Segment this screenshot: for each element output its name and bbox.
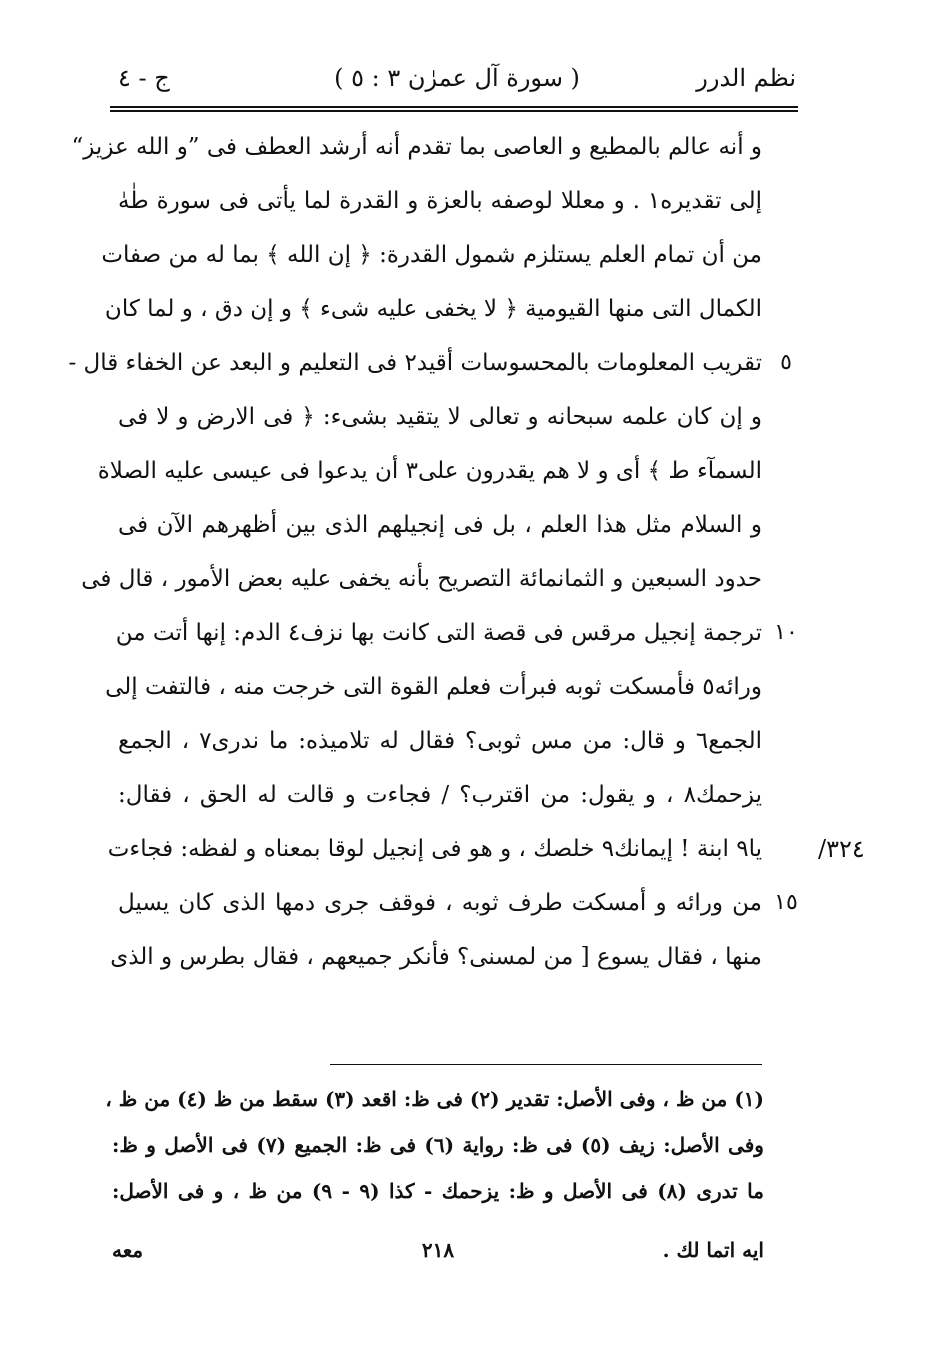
volume-number: ج - ٤: [118, 64, 170, 92]
text-line: من أن تمام العلم يستلزم شمول القدرة: ﴿ إن الله ﴾ بما له من صفات: [101, 242, 762, 268]
header-double-rule: [110, 106, 798, 112]
text-line: ورائه٥ فأمسكت ثوبه فبرأت فعلم القوة التى خرجت منه ، فالتفت إلى: [105, 674, 762, 700]
text-line: من ورائه و أمسكت طرف ثوبه ، فوقف جرى دمها الذى كان يسيل: [118, 890, 762, 916]
footnotes: [105, 1076, 764, 1214]
text-line: ترجمة إنجيل مرقس فى قصة التى كانت بها نزف٤ الدم: إنها أتت من: [115, 620, 762, 646]
line-number-15: ١٥: [774, 890, 798, 915]
main-text: [68, 120, 762, 984]
footnote-line: وفى الأصل: زيف (٥) فى ظ: رواية (٦) فى ظ: الجميع (٧) فى الأصل و ظ:: [112, 1133, 764, 1157]
text-line: حدود السبعين و الثمانمائة التصريح بأنه يخفى عليه بعض الأمور ، قال فى: [81, 566, 762, 592]
page-footer: [112, 1230, 764, 1270]
text-line: إلى تقديره١ . و معللا لوصفه بالعزة و القدرة لما يأتى فى سورة طٰهٰ: [118, 188, 762, 214]
manuscript-folio-marker: ٣٢٤/: [818, 835, 865, 863]
text-line: منها ، فقال يسوع [ من لمسنى؟ فأنكر جميعهم ، فقال بطرس و الذى: [110, 944, 762, 970]
signature-mark: معه: [112, 1238, 144, 1262]
page-number: ٢١٨: [421, 1238, 455, 1262]
text-line: و أنه عالم بالمطيع و العاصى بما تقدم أنه أرشد العطف فى ”و الله عزيز“: [71, 134, 762, 160]
footnote-line: ما تدرى (٨) فى الأصل و ظ: يزحمك - كذا (٩ - ٩) من ظ ، و فى الأصل:: [112, 1179, 764, 1203]
footnote-line: (١) من ظ ، وفى الأصل: تقدير (٢) فى ظ: اقعد (٣) سقط من ظ (٤) من ظ ،: [105, 1087, 764, 1111]
text-line: و إن كان علمه سبحانه و تعالى لا يتقيد بشىء: ﴿ فى الارض و لا فى: [118, 404, 762, 430]
line-number-5: ٥: [780, 350, 792, 375]
text-line: يا٩ ابنة ! إيمانك٩ خلصك ، و هو فى إنجيل لوقا بمعناه و لفظه: فجاءت: [107, 836, 762, 862]
text-line: يزحمك٨ ، و يقول: من اقترب؟ / فجاءت و قالت له الحق ، فقال:: [118, 782, 762, 808]
book-title: نظم الدرر: [696, 64, 796, 92]
text-line: السمآء ط ﴾ أى و لا هم يقدرون على٣ أن يدعوا فى عيسى عليه الصلاة: [97, 458, 762, 484]
text-line: الجمع٦ و قال: من مس ثوبى؟ فقال له تلاميذه: ما ندرى٧ ، الجمع: [118, 728, 762, 754]
text-line: الكمال التى منها القيومية ﴿ لا يخفى عليه شىء ﴾ و إن دق ، و لما كان: [104, 296, 762, 322]
footnote-continuation: ايه اتما لك .: [662, 1238, 764, 1262]
running-header: [118, 58, 796, 102]
line-number-10: ١٠: [774, 620, 798, 645]
surah-reference: ( سورة آل عمرٰن ٣ : ٥ ): [334, 64, 580, 92]
text-line: تقريب المعلومات بالمحسوسات أقيد٢ فى التعليم و البعد عن الخفاء قال -: [68, 350, 762, 376]
text-line: و السلام مثل هذا العلم ، بل فى إنجيلهم الذى بين أظهرهم الآن فى: [118, 512, 762, 538]
footnote-separator: [330, 1064, 762, 1065]
